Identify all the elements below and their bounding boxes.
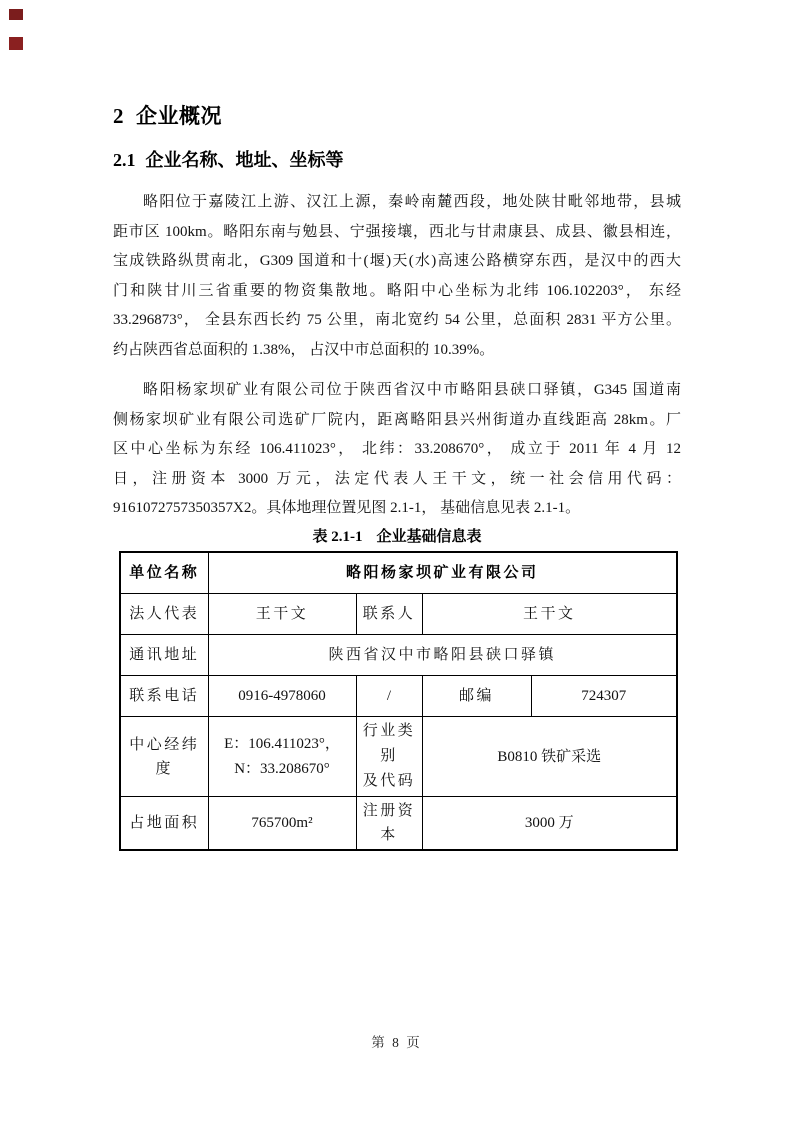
chapter-title: 企业概况 bbox=[136, 104, 222, 128]
capital-label-cell: 注册资本 bbox=[356, 797, 422, 851]
coordinate-east: E：106.411023°， bbox=[224, 735, 340, 752]
table-caption bbox=[113, 527, 681, 547]
section-title: 企业名称、地址、坐标等 bbox=[145, 150, 344, 170]
paragraph-line: 9161072757350357X2。具体地理位置见图 2.1-1， 基础信息见表 2.1-1。 bbox=[113, 500, 581, 517]
address-label-cell: 通讯地址 bbox=[120, 635, 208, 676]
scan-artifact-mark bbox=[9, 9, 23, 20]
paragraph-line: 区中心坐标为东经 106.411023°， 北纬：33.208670°， 成立于 2011 年 4 月 12 bbox=[113, 441, 681, 458]
section-number: 2.1 bbox=[113, 150, 136, 170]
chapter-number: 2 bbox=[113, 104, 124, 128]
paragraph-line: 略阳杨家坝矿业有限公司位于陕西省汉中市略阳县硖口驿镇，G345 国道南 bbox=[143, 382, 681, 398]
table-row bbox=[120, 797, 677, 851]
page-footer: 第 8 页 bbox=[371, 1035, 422, 1050]
paragraph-line: 约占陕西省总面积的 1.38%， 占汉中市总面积的 10.39%。 bbox=[113, 341, 495, 358]
unit-name-cell: 略阳杨家坝矿业有限公司 bbox=[208, 552, 677, 594]
paragraph-line: 略阳位于嘉陵江上游、汉江上源，秦岭南麓西段，地处陕甘毗邻地带，县城 bbox=[143, 194, 681, 210]
area-label-cell: 占地面积 bbox=[120, 797, 208, 851]
paragraph-line: 距市区 100km。略阳东南与勉县、宁强接壤，西北与甘肃康县、成县、徽县相连， bbox=[113, 223, 681, 240]
paragraph-line: 门和陕甘川三省重要的物资集散地。略阳中心坐标为北纬 106.102203°， 东经 bbox=[113, 282, 681, 299]
chapter-heading bbox=[113, 100, 681, 130]
table-caption-title: 企业基础信息表 bbox=[376, 529, 482, 545]
industry-label-cell bbox=[356, 717, 422, 797]
paragraph-line: 33.296873°， 全县东西长约 75 公里，南北宽约 54 公里，总面积 2831 平方公里。 bbox=[113, 312, 681, 329]
table-row bbox=[120, 594, 677, 635]
paragraph-line: 侧杨家坝矿业有限公司选矿厂院内，距离略阳县兴州街道办直线距高 28km。厂 bbox=[113, 411, 681, 428]
postcode-cell: 724307 bbox=[531, 676, 677, 717]
coordinates-label-cell: 中心经纬度 bbox=[120, 717, 208, 797]
unit-name-label-cell: 单位名称 bbox=[120, 552, 208, 594]
industry-label-line1: 行业类别 bbox=[362, 723, 416, 764]
postcode-label-cell: 邮编 bbox=[422, 676, 531, 717]
coordinates-cell bbox=[208, 717, 356, 797]
paragraph-location-overview bbox=[113, 188, 681, 366]
address-cell: 陕西省汉中市略阳县硖口驿镇 bbox=[208, 635, 677, 676]
phone-cell: 0916-4978060 bbox=[208, 676, 356, 717]
paragraph-line: 日，注册资本 3000 万元，法定代表人王干文，统一社会信用代码： bbox=[113, 470, 681, 487]
paragraph-line: 宝成铁路纵贯南北，G309 国道和十(堰)天(水)高速公路横穿东西，是汉中的西大 bbox=[113, 253, 681, 270]
industry-label-line2: 及代码 bbox=[362, 773, 416, 789]
table-row bbox=[120, 717, 677, 797]
table-row bbox=[120, 676, 677, 717]
section-heading bbox=[113, 146, 681, 172]
table-row bbox=[120, 552, 677, 594]
company-info-table bbox=[119, 551, 678, 851]
phone-label-cell: 联系电话 bbox=[120, 676, 208, 717]
contact-label-cell: 联系人 bbox=[356, 594, 422, 635]
table-caption-label: 表 2.1-1 bbox=[312, 529, 363, 545]
phone-separator-cell: / bbox=[356, 676, 422, 717]
coordinate-north: N：33.208670° bbox=[234, 760, 330, 777]
table-row bbox=[120, 635, 677, 676]
industry-cell: B0810 铁矿采选 bbox=[422, 717, 677, 797]
capital-cell: 3000 万 bbox=[422, 797, 677, 851]
scan-artifact-mark bbox=[9, 37, 23, 50]
legal-rep-cell: 王干文 bbox=[208, 594, 356, 635]
legal-rep-label-cell: 法人代表 bbox=[120, 594, 208, 635]
contact-cell: 王干文 bbox=[422, 594, 677, 635]
area-cell: 765700m² bbox=[208, 797, 356, 851]
paragraph-company-overview bbox=[113, 376, 681, 524]
